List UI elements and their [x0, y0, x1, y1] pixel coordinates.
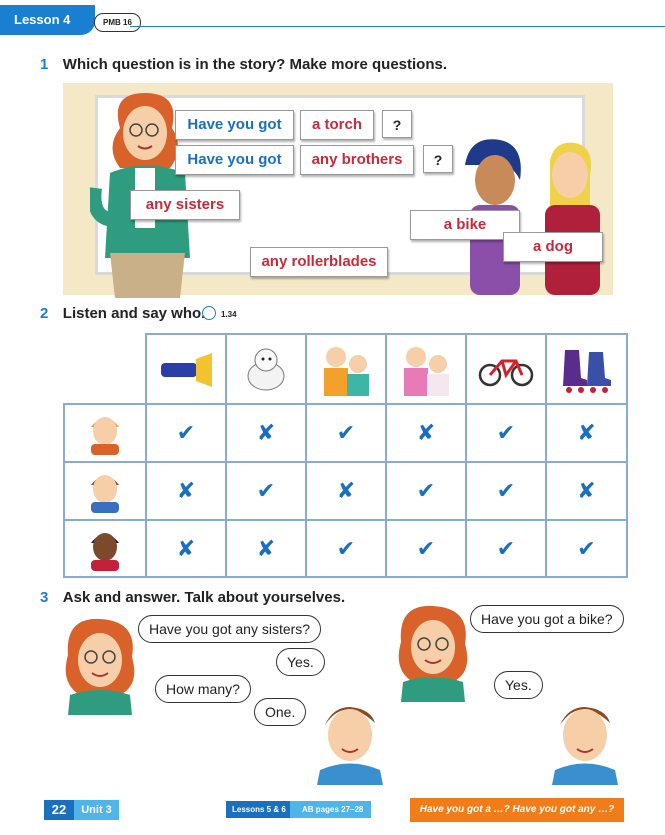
boy-2-avatar-icon	[85, 469, 125, 513]
rollerblades-icon	[557, 344, 617, 394]
who-table	[63, 333, 628, 578]
column-bike	[465, 333, 547, 405]
lessons-reference: Lessons 5 & 6	[226, 801, 292, 818]
column-rollerblades	[545, 333, 628, 405]
boy-left-illustration	[315, 695, 385, 785]
card-question-mark-1: ?	[382, 110, 412, 138]
mark-cell: ✔	[465, 403, 547, 463]
bubble-yes-1: Yes.	[276, 648, 325, 676]
lesson-tab: Lesson 4	[0, 5, 95, 35]
mark-cell: ✔	[305, 403, 387, 463]
mark-cell: ✔	[465, 519, 547, 578]
exercise-3-number: 3	[40, 589, 49, 606]
row-boy-3	[63, 519, 147, 578]
page-number: 22	[44, 800, 74, 820]
mark-cell: ✘	[225, 519, 307, 578]
row-boy-1	[63, 403, 147, 463]
pmb-badge: PMB 16	[94, 13, 141, 32]
mark-cell: ✘	[545, 403, 628, 463]
card-have-you-got-1: Have you got	[175, 110, 294, 140]
card-any-rollerblades: any rollerblades	[250, 247, 388, 277]
sisters-icon	[396, 342, 456, 397]
column-sisters	[385, 333, 467, 405]
mark-cell: ✘	[145, 461, 227, 521]
card-a-torch: a torch	[300, 110, 374, 140]
exercise-3-title: Ask and answer. Talk about yourselves.	[62, 589, 346, 606]
boy-1-avatar-icon	[85, 411, 125, 455]
bubble-yes-2: Yes.	[494, 671, 543, 699]
mark-cell: ✔	[385, 461, 467, 521]
torch-icon	[156, 349, 216, 389]
column-torch	[145, 333, 227, 405]
audio-cd-icon[interactable]	[202, 306, 216, 320]
column-brothers	[305, 333, 387, 405]
mark-cell: ✘	[385, 403, 467, 463]
girl-right-illustration	[393, 602, 473, 702]
bubble-any-sisters: Have you got any sisters?	[138, 615, 321, 643]
exercise-2-number: 2	[40, 305, 49, 322]
header-rule	[130, 26, 665, 27]
bubble-bike: Have you got a bike?	[470, 605, 624, 633]
exercise-2-heading	[40, 305, 205, 323]
exercise-1-heading	[40, 56, 447, 74]
mark-cell: ✔	[545, 519, 628, 578]
row-boy-2	[63, 461, 147, 521]
exercise-3-heading	[40, 589, 345, 607]
card-a-bike: a bike	[410, 210, 520, 240]
mark-cell: ✔	[305, 519, 387, 578]
mark-cell: ✘	[145, 519, 227, 578]
exercise-1-number: 1	[40, 56, 49, 73]
grammar-focus-banner: Have you got a …? Have you got any …?	[410, 798, 624, 822]
mark-cell: ✘	[225, 403, 307, 463]
activity-book-reference: AB pages 27–28	[290, 801, 371, 818]
card-question-mark-2: ?	[423, 145, 453, 173]
mark-cell: ✔	[385, 519, 467, 578]
mark-cell: ✘	[305, 461, 387, 521]
exercise-1-title: Which question is in the story? Make more questions.	[62, 56, 448, 73]
mark-cell: ✔	[465, 461, 547, 521]
dog-icon	[236, 344, 296, 394]
bubble-one: One.	[254, 698, 306, 726]
boy-right-illustration	[550, 695, 620, 785]
card-any-brothers: any brothers	[300, 145, 414, 175]
audio-track-number: 1.34	[221, 310, 237, 319]
column-dog	[225, 333, 307, 405]
card-any-sisters: any sisters	[130, 190, 240, 220]
unit-label: Unit 3	[74, 800, 119, 820]
girl-left-illustration	[60, 615, 140, 715]
boy-3-avatar-icon	[85, 527, 125, 571]
bike-icon	[476, 349, 536, 389]
mark-cell: ✔	[145, 403, 227, 463]
mark-cell: ✘	[545, 461, 628, 521]
mark-cell: ✔	[225, 461, 307, 521]
card-have-you-got-2: Have you got	[175, 145, 294, 175]
card-a-dog: a dog	[503, 232, 603, 262]
brothers-icon	[316, 342, 376, 397]
exercise-2-title: Listen and say who.	[62, 305, 206, 322]
bubble-how-many: How many?	[155, 675, 251, 703]
